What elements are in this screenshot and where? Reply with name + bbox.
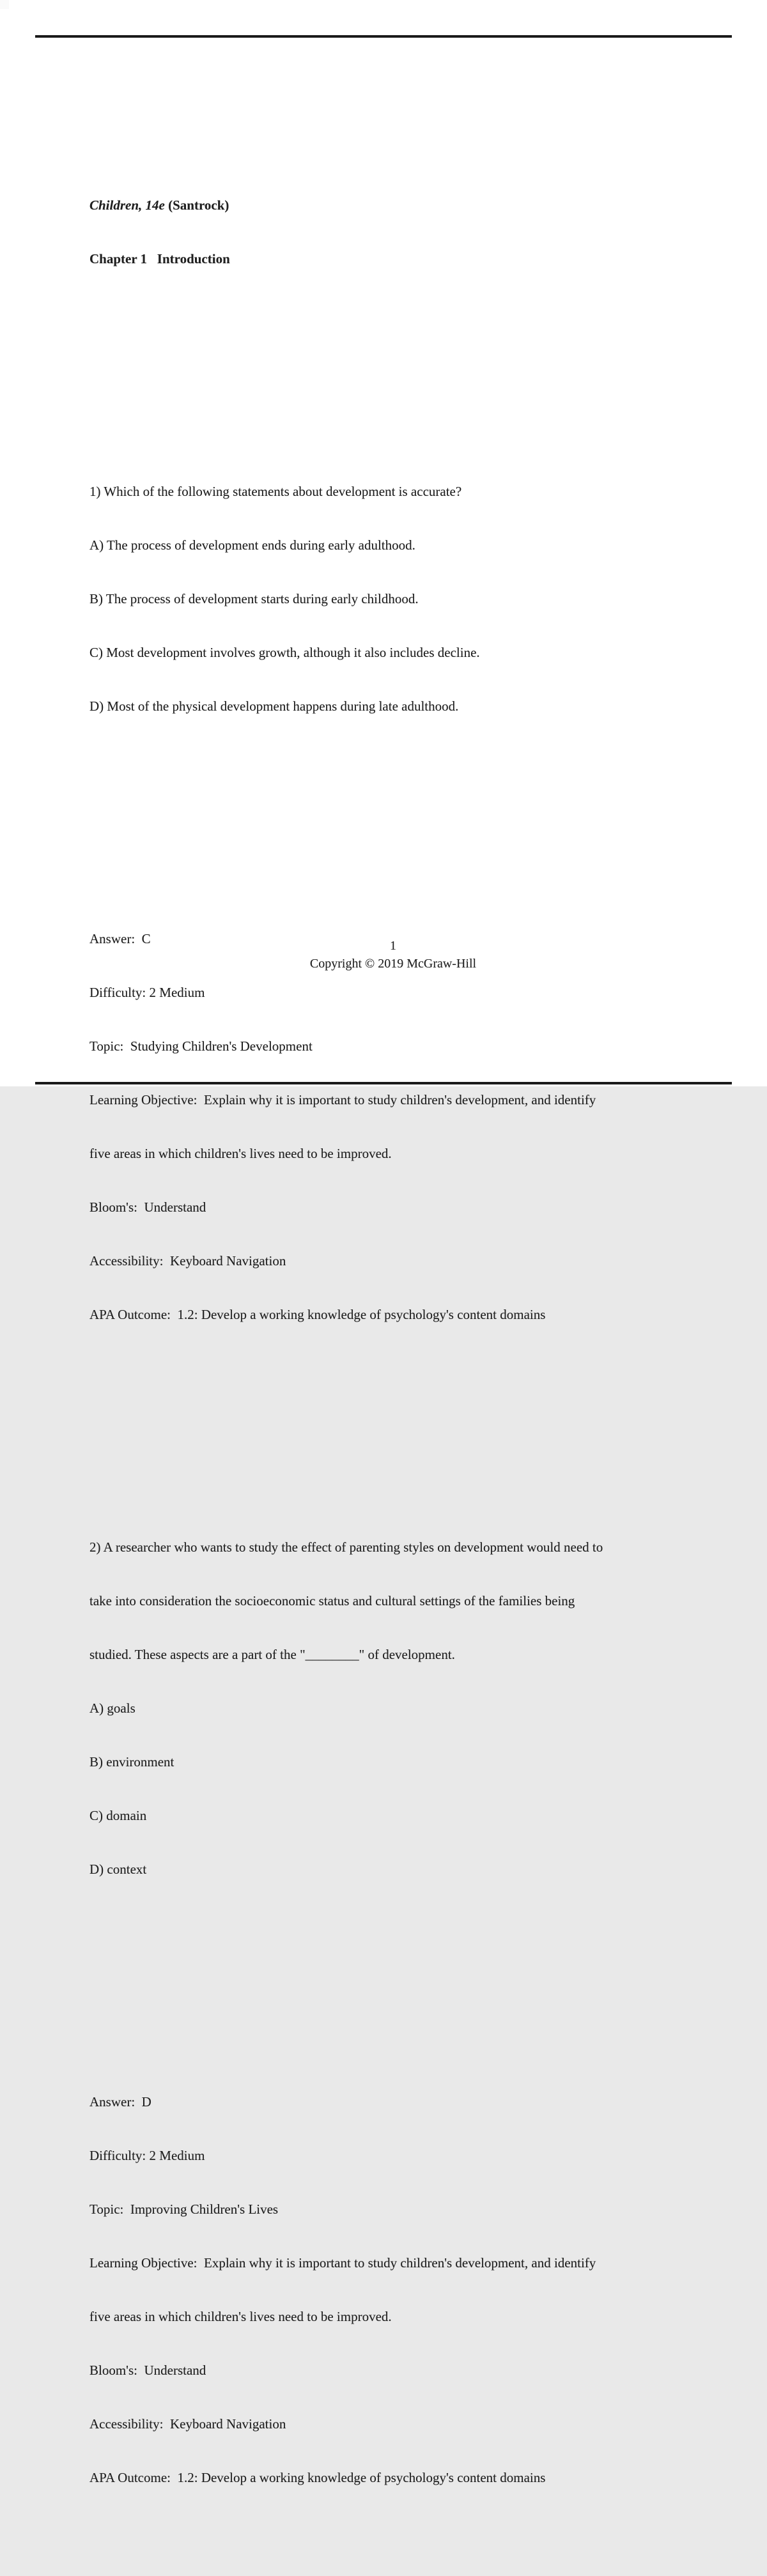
question-2-stem-line-2: take into consideration the socioeconomic status and cultural settings of the families being bbox=[89, 1593, 575, 1608]
question-2-metadata bbox=[89, 2057, 703, 2522]
question-2-difficulty-line: Difficulty: 2 Medium bbox=[89, 2148, 205, 2163]
page-number: 1 bbox=[390, 939, 396, 953]
question-1-blooms-line: Bloom's: Understand bbox=[89, 1199, 206, 1215]
question-2-option-c: C) domain bbox=[89, 1808, 147, 1823]
question-1-stem: 1) Which of the following statements about development is accurate? bbox=[89, 484, 462, 499]
question-2-accessibility-line: Accessibility: Keyboard Navigation bbox=[89, 2416, 286, 2432]
question-1-topic-line: Topic: Studying Children's Development bbox=[89, 1038, 313, 1054]
question-1-apa-outcome-line: APA Outcome: 1.2: Develop a working knowledge of psychology's content domains bbox=[89, 1307, 546, 1322]
document-title bbox=[89, 196, 703, 214]
question-1-option-b: B) The process of development starts during early childhood. bbox=[89, 591, 419, 606]
question-1-option-a: A) The process of development ends during early adulthood. bbox=[89, 537, 415, 553]
question-2 bbox=[89, 1502, 703, 1914]
question-1-learning-objective-line-1: Learning Objective: Explain why it is important to study children's development, and identify bbox=[89, 1092, 596, 1107]
page-footer bbox=[89, 937, 697, 973]
document-title-name: Children, 14e bbox=[89, 197, 165, 213]
question-1-difficulty-line: Difficulty: 2 Medium bbox=[89, 985, 205, 1000]
question-2-blooms-line: Bloom's: Understand bbox=[89, 2363, 206, 2378]
question-1 bbox=[89, 447, 703, 751]
bottom-rule bbox=[35, 1082, 732, 1084]
question-1-learning-objective-line-2: five areas in which children's lives need to be improved. bbox=[89, 1146, 392, 1161]
question-2-learning-objective-line-1: Learning Objective: Explain why it is important to study children's development, and identify bbox=[89, 2255, 596, 2271]
question-1-accessibility-line: Accessibility: Keyboard Navigation bbox=[89, 1253, 286, 1269]
document-title-author: (Santrock) bbox=[164, 197, 229, 213]
question-2-stem-line-3: studied. These aspects are a part of the "________" of development. bbox=[89, 1647, 455, 1662]
question-2-option-b: B) environment bbox=[89, 1754, 174, 1770]
page-content bbox=[89, 89, 703, 2576]
question-2-stem-line-1: 2) A researcher who wants to study the effect of parenting styles on development would need to bbox=[89, 1539, 603, 1555]
document-header bbox=[89, 160, 703, 304]
question-2-apa-outcome-line: APA Outcome: 1.2: Develop a working knowledge of psychology's content domains bbox=[89, 2470, 546, 2485]
question-1-option-c: C) Most development involves growth, although it also includes decline. bbox=[89, 645, 480, 660]
question-1-option-d: D) Most of the physical development happens during late adulthood. bbox=[89, 698, 459, 714]
top-rule bbox=[35, 35, 732, 38]
spacer bbox=[89, 357, 703, 375]
spacer bbox=[89, 1413, 703, 1431]
scan-artifact bbox=[0, 0, 9, 9]
question-2-topic-line: Topic: Improving Children's Lives bbox=[89, 2202, 279, 2217]
spacer bbox=[89, 805, 703, 822]
question-2-answer-line: Answer: D bbox=[89, 2094, 151, 2109]
question-2-option-d: D) context bbox=[89, 1862, 147, 1877]
copyright-notice: Copyright © 2019 McGraw-Hill bbox=[309, 957, 477, 971]
chapter-heading: Chapter 1 Introduction bbox=[89, 251, 230, 266]
question-2-option-a: A) goals bbox=[89, 1701, 136, 1716]
question-1-answer-line: Answer: C bbox=[89, 931, 151, 946]
spacer bbox=[89, 1968, 703, 1986]
question-2-learning-objective-line-2: five areas in which children's lives need to be improved. bbox=[89, 2309, 392, 2324]
